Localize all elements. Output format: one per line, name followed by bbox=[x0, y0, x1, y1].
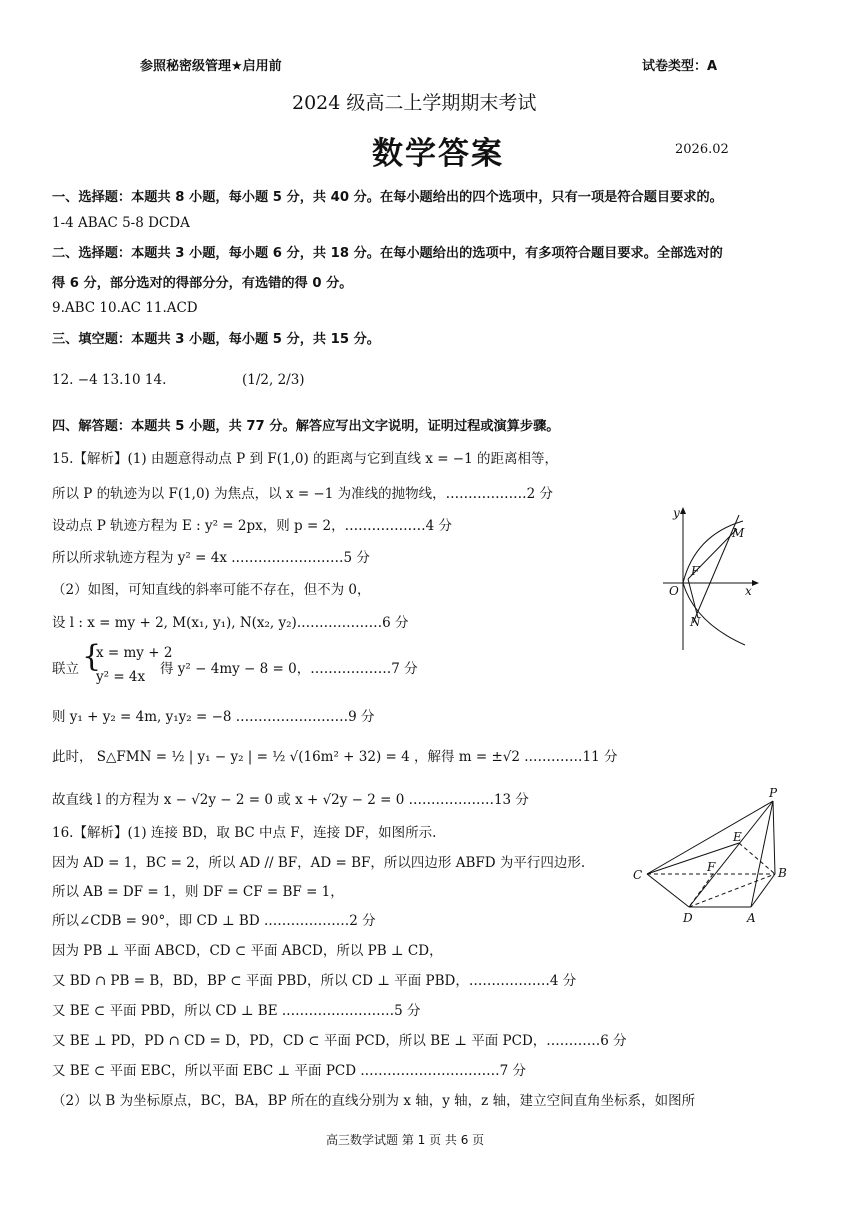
q16-line-5: 因为 PB ⊥ 平面 ABCD，CD ⊂ 平面 ABCD，所以 PB ⊥ CD， bbox=[52, 943, 443, 959]
edge-cd bbox=[647, 874, 689, 907]
label-y: y bbox=[673, 506, 680, 520]
q16-line-6: 又 BD ∩ PB = B，BD，BP ⊂ 平面 PBD，所以 CD ⊥ 平面 PBD，………………4 分 bbox=[52, 973, 577, 989]
section-2-heading-line1: 二、选择题：本题共 3 小题，每小题 6 分，共 18 分。在每小题给出的选项中，有多项符合题目要求。全部选对的 bbox=[52, 246, 723, 261]
parabola-figure bbox=[655, 505, 765, 655]
label-x: x bbox=[745, 584, 752, 598]
q15-line-3: 设动点 P 轨迹方程为 E : y² = 2px，则 p = 2，………………4 分 bbox=[52, 518, 453, 534]
label-a: A bbox=[747, 911, 756, 925]
exam-title: 2024 级高二上学期期末考试 bbox=[292, 92, 537, 114]
q15-line-6: 设 l : x = my + 2, M(x₁, y₁), N(x₂, y₂).………………6 分 bbox=[52, 615, 409, 631]
exam-date: 2026.02 bbox=[675, 142, 729, 157]
paper-type: 试卷类型：A bbox=[642, 59, 718, 74]
answer-14-interval: (1/2, 2/3) bbox=[242, 372, 305, 388]
confidentiality-mark: 参照秘密级管理★启用前 bbox=[140, 59, 282, 74]
y-axis-arrow bbox=[680, 507, 686, 514]
section-2-heading-line2: 得 6 分，部分选对的得部分分，有选错的得 0 分。 bbox=[52, 276, 353, 291]
label-d: D bbox=[683, 911, 693, 925]
q15-line-1: 15.【解析】(1) 由题意得动点 P 到 F(1,0) 的距离与它到直线 x = −1 的距离相等， bbox=[52, 451, 558, 467]
edge-pb bbox=[773, 801, 775, 874]
edge-eb-hidden bbox=[739, 843, 775, 874]
q15-system-prefix: 联立 bbox=[52, 661, 79, 677]
system-brace: { bbox=[82, 639, 102, 674]
q16-line-9: 又 BE ⊂ 平面 EBC，所以平面 EBC ⊥ 平面 PCD .…………………………7 分 bbox=[52, 1063, 527, 1079]
q15-line-10: 故直线 l 的方程为 x − √2y − 2 = 0 或 x + √2y − 2 = 0 .………………13 分 bbox=[52, 792, 529, 808]
page-footer: 高三数学试题 第 1 页 共 6 页 bbox=[326, 1133, 485, 1147]
section-3-heading: 三、填空题：本题共 3 小题，每小题 5 分，共 15 分。 bbox=[52, 332, 380, 347]
label-b: B bbox=[778, 866, 787, 880]
section-4-heading: 四、解答题：本题共 5 小题，共 77 分。解答应写出文字说明，证明过程或演算步骤。 bbox=[52, 419, 560, 434]
label-m: M bbox=[732, 526, 745, 540]
section-2-answers: 9.ABC 10.AC 11.ACD bbox=[52, 300, 198, 316]
pyramid-figure bbox=[625, 785, 795, 930]
q16-line-2: 因为 AD = 1，BC = 2，所以 AD // BF，AD = BF，所以四边形 ABFD 为平行四边形. bbox=[52, 855, 586, 871]
q15-system-eq2: y² = 4x bbox=[96, 669, 146, 685]
section-1-answers: 1-4 ABAC 5-8 DCDA bbox=[52, 215, 190, 231]
q15-line-8: 则 y₁ + y₂ = 4m, y₁y₂ = −8 .……………………9 分 bbox=[52, 709, 375, 725]
q16-line-4: 所以∠CDB = 90°，即 CD ⊥ BD .………………2 分 bbox=[52, 913, 376, 929]
q15-system-result: 得 y² − 4my − 8 = 0，………………7 分 bbox=[160, 661, 418, 677]
q16-line-1: 16.【解析】(1) 连接 BD，取 BC 中点 F，连接 DF，如图所示. bbox=[52, 825, 437, 841]
label-f: F bbox=[707, 860, 716, 874]
label-o: O bbox=[669, 584, 679, 598]
section-1-heading: 一、选择题：本题共 8 小题，每小题 5 分，共 40 分。在每小题给出的四个选项中，只有一项是符合题目要求的。 bbox=[52, 190, 723, 205]
label-f: F bbox=[691, 564, 700, 578]
q15-line-5: （2）如图，可知直线的斜率可能不存在，但不为 0， bbox=[52, 582, 371, 598]
q15-system-eq1: x = my + 2 bbox=[96, 645, 173, 661]
subject-title: 数学答案 bbox=[372, 136, 504, 172]
q16-line-8: 又 BE ⊥ PD，PD ∩ CD = D，PD，CD ⊂ 平面 PCD，所以 BE ⊥ 平面 PCD，…………6 分 bbox=[52, 1033, 627, 1049]
section-3-answers: 12. −4 13.10 14. bbox=[52, 372, 167, 388]
label-n: N bbox=[690, 615, 701, 629]
x-axis-arrow bbox=[752, 580, 759, 586]
q15-line-4: 所以所求轨迹方程为 y² = 4x .……………………5 分 bbox=[52, 550, 370, 566]
label-p: P bbox=[769, 786, 778, 800]
label-c: C bbox=[633, 868, 643, 882]
q15-line-2: 所以 P 的轨迹为以 F(1,0) 为焦点，以 x = −1 为准线的抛物线，………………2 分 bbox=[52, 486, 553, 502]
q16-line-10: （2）以 B 为坐标原点，BC，BA，BP 所在的直线分别为 x 轴，y 轴，z 轴，建立空间直角坐标系，如图所 bbox=[52, 1093, 696, 1109]
q16-line-3: 所以 AB = DF = 1，则 DF = CF = BF = 1， bbox=[52, 884, 344, 900]
label-e: E bbox=[733, 830, 742, 844]
q15-line-9: 此时， S△FMN = ½ | y₁ − y₂ | = ½ √(16m² + 32) = 4 ，解得 m = ±√2 .…………11 分 bbox=[52, 749, 618, 765]
q16-line-7: 又 BE ⊂ 平面 PBD，所以 CD ⊥ BE .……………………5 分 bbox=[52, 1003, 421, 1019]
